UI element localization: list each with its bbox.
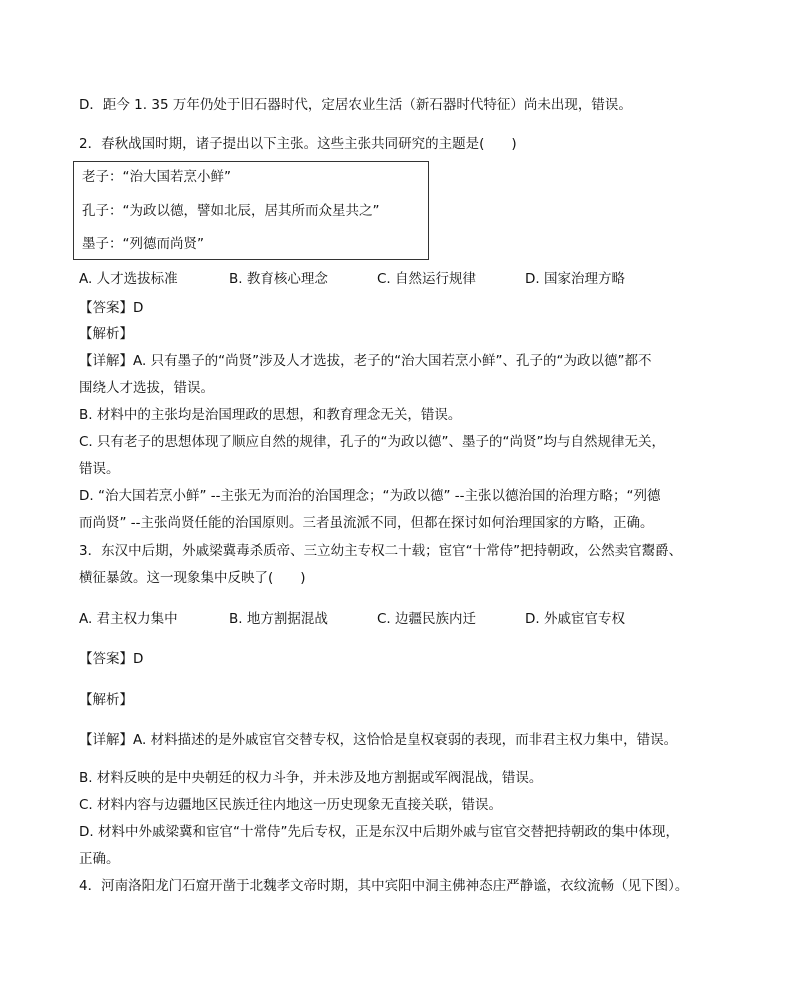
q2-detail-d-line2: 而尚贤” --主张尚贤任能的治国原则。三者虽流派不同，但都在探讨如何治理国家的方略，正确。 xyxy=(79,515,654,531)
q2-option-b: B. 教育核心理念 xyxy=(229,271,328,287)
q3-detail-a: 【详解】A. 材料描述的是外戚宦官交替专权，这恰恰是皇权衰弱的表现，而非君主权力集中，错误。 xyxy=(79,732,678,748)
q3-detail-d-line1: D. 材料中外戚梁冀和宦官“十常侍”先后专权，正是东汉中后期外戚与宦官交替把持朝政的集中体现， xyxy=(79,824,679,840)
q3-option-c: C. 边疆民族内迁 xyxy=(377,611,477,627)
q3-detail-b: B. 材料反映的是中央朝廷的权力斗争，并未涉及地方割据或军阀混战，错误。 xyxy=(79,770,543,786)
q3-option-a: A. 君主权力集中 xyxy=(79,611,178,627)
q2-detail-a-line1: 【详解】A. 只有墨子的“尚贤”涉及人才选拔，老子的“治大国若烹小鲜”、孔子的“为政以德”都不 xyxy=(79,353,652,369)
q2-option-d: D. 国家治理方略 xyxy=(525,271,625,287)
q3-option-d: D. 外戚宦官专权 xyxy=(525,611,625,627)
q3-detail-d-line2: 正确。 xyxy=(79,851,120,867)
q2-detail-d-line1: D. “治大国若烹小鲜” --主张无为而治的治国理念；“为政以德” --主张以德治国的治理方略；“列德 xyxy=(79,488,661,504)
quote-mozi: 墨子：“列德而尚贤” xyxy=(82,236,204,252)
q2-options xyxy=(79,269,699,289)
quote-laozi: 老子：“治大国若烹小鲜” xyxy=(82,169,231,185)
q2-option-a: A. 人才选拔标准 xyxy=(79,271,178,287)
q2-detail-a-line2: 围绕人才选拔，错误。 xyxy=(79,380,214,396)
q3-analysis-heading: 【解析】 xyxy=(79,692,133,708)
quote-kongzi: 孔子：“为政以德，譬如北辰，居其所而众星共之” xyxy=(82,203,380,219)
q2-option-c: C. 自然运行规律 xyxy=(377,271,477,287)
q2-detail-c-line1: C. 只有老子的思想体现了顺应自然的规律，孔子的“为政以德”、墨子的“尚贤”均与自然规律无关， xyxy=(79,434,665,450)
q1-option-d-explanation: D．距今 1. 35 万年仍处于旧石器时代，定居农业生活（新石器时代特征）尚未出现，错误。 xyxy=(79,97,632,113)
q3-detail-c: C. 材料内容与边疆地区民族迁往内地这一历史现象无直接关联，错误。 xyxy=(79,797,503,813)
q3-option-b: B. 地方割据混战 xyxy=(229,611,328,627)
q2-answer: 【答案】D xyxy=(79,300,144,316)
q3-options xyxy=(79,609,699,629)
q2-detail-c-line2: 错误。 xyxy=(79,461,120,477)
quote-box xyxy=(73,161,429,260)
q2-analysis-heading: 【解析】 xyxy=(79,326,133,342)
question-3-stem-line2: 横征暴敛。这一现象集中反映了( ) xyxy=(79,570,306,586)
q3-answer: 【答案】D xyxy=(79,651,144,667)
q2-detail-b: B. 材料中的主张均是治国理政的思想，和教育理念无关，错误。 xyxy=(79,407,462,423)
question-2-stem: 2．春秋战国时期，诸子提出以下主张。这些主张共同研究的主题是( ) xyxy=(79,136,517,152)
question-4-stem: 4．河南洛阳龙门石窟开凿于北魏孝文帝时期，其中宾阳中洞主佛神态庄严静谧，衣纹流畅（见下图）。 xyxy=(79,878,689,894)
question-3-stem-line1: 3．东汉中后期，外戚梁冀毒杀质帝、三立幼主专权二十载；宦官“十常侍”把持朝政，公然卖官鬻爵、 xyxy=(79,543,683,559)
